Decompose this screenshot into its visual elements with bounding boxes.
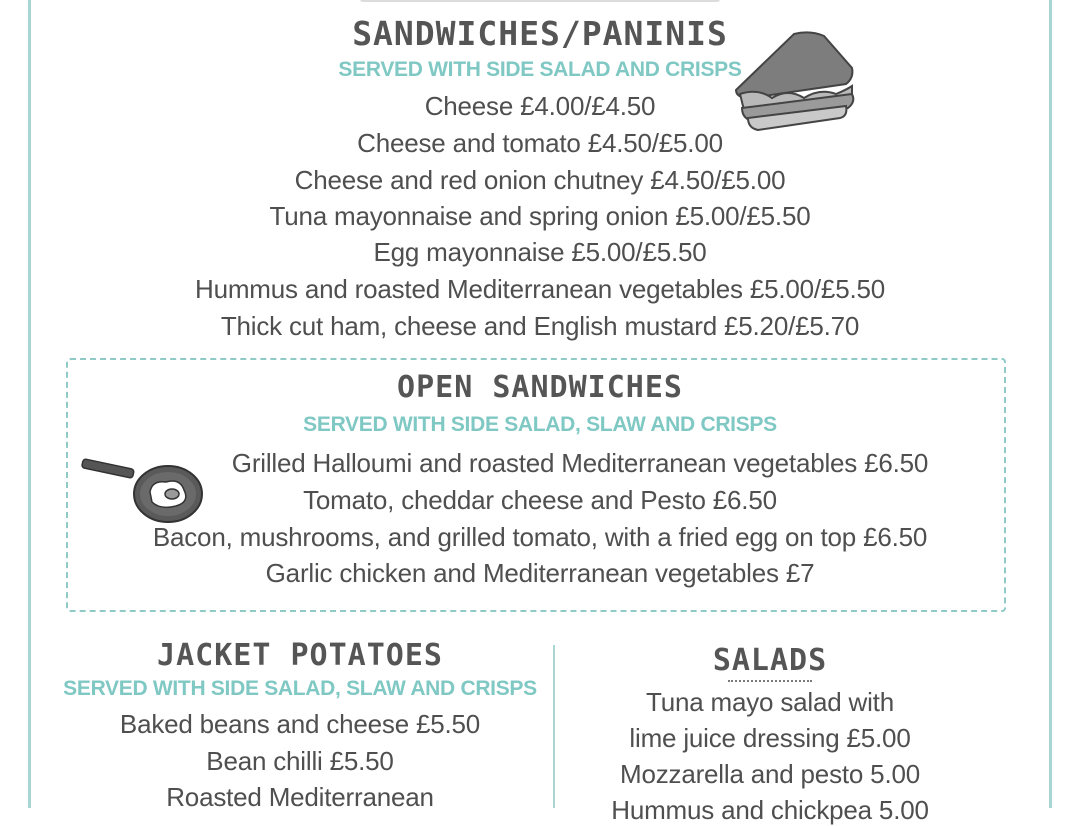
menu-item: Roasted Mediterranean — [166, 782, 434, 812]
menu-item: Cheese £4.00/£4.50 — [424, 91, 656, 121]
section-subtitle: SERVED WITH SIDE SALAD, SLAW AND CRISPS — [303, 413, 777, 436]
menu-item: Bacon, mushrooms, and grilled tomato, with a fried egg on top £6.50 — [152, 522, 928, 552]
menu-item: Baked beans and cheese £5.50 — [119, 709, 481, 739]
section-title: JACKET POTATOES — [157, 638, 443, 673]
menu-item: Grilled Halloumi and roasted Mediterranean vegetables £6.50 — [231, 448, 929, 478]
section-subtitle: SERVED WITH SIDE SALAD, SLAW AND CRISPS — [63, 677, 537, 700]
section-title: SALADS — [712, 643, 828, 678]
section-title: SANDWICHES/PANINIS — [352, 14, 728, 53]
salads-section — [560, 0, 980, 825]
menu-item: Hummus and roasted Mediterranean vegetables £5.00/£5.50 — [195, 274, 885, 304]
section-title: OPEN SANDWICHES — [397, 370, 683, 405]
title-underline — [728, 680, 812, 682]
menu-item: Cheese and tomato £4.50/£5.00 — [357, 128, 723, 158]
menu-item: Hummus and chickpea 5.00 — [611, 795, 929, 825]
menu-item: lime juice dressing £5.00 — [629, 723, 911, 753]
menu-item: Garlic chicken and Mediterranean vegetables £7 — [265, 558, 815, 588]
menu-item: Cheese and red onion chutney £4.50/£5.00 — [294, 165, 786, 195]
menu-item: Mozzarella and pesto 5.00 — [620, 759, 920, 789]
menu-item: Tuna mayo salad with — [646, 687, 894, 717]
menu-item: Egg mayonnaise £5.00/£5.50 — [373, 237, 707, 267]
jacket-potatoes-section — [40, 0, 560, 812]
menu-item: Bean chilli £5.50 — [206, 746, 394, 776]
menu-item: Tomato, cheddar cheese and Pesto £6.50 — [303, 485, 777, 515]
menu-item: Thick cut ham, cheese and English mustard £5.20/£5.70 — [220, 311, 860, 341]
menu-item: Tuna mayonnaise and spring onion £5.00/£5.50 — [269, 201, 811, 231]
section-subtitle: SERVED WITH SIDE SALAD AND CRISPS — [338, 58, 742, 81]
